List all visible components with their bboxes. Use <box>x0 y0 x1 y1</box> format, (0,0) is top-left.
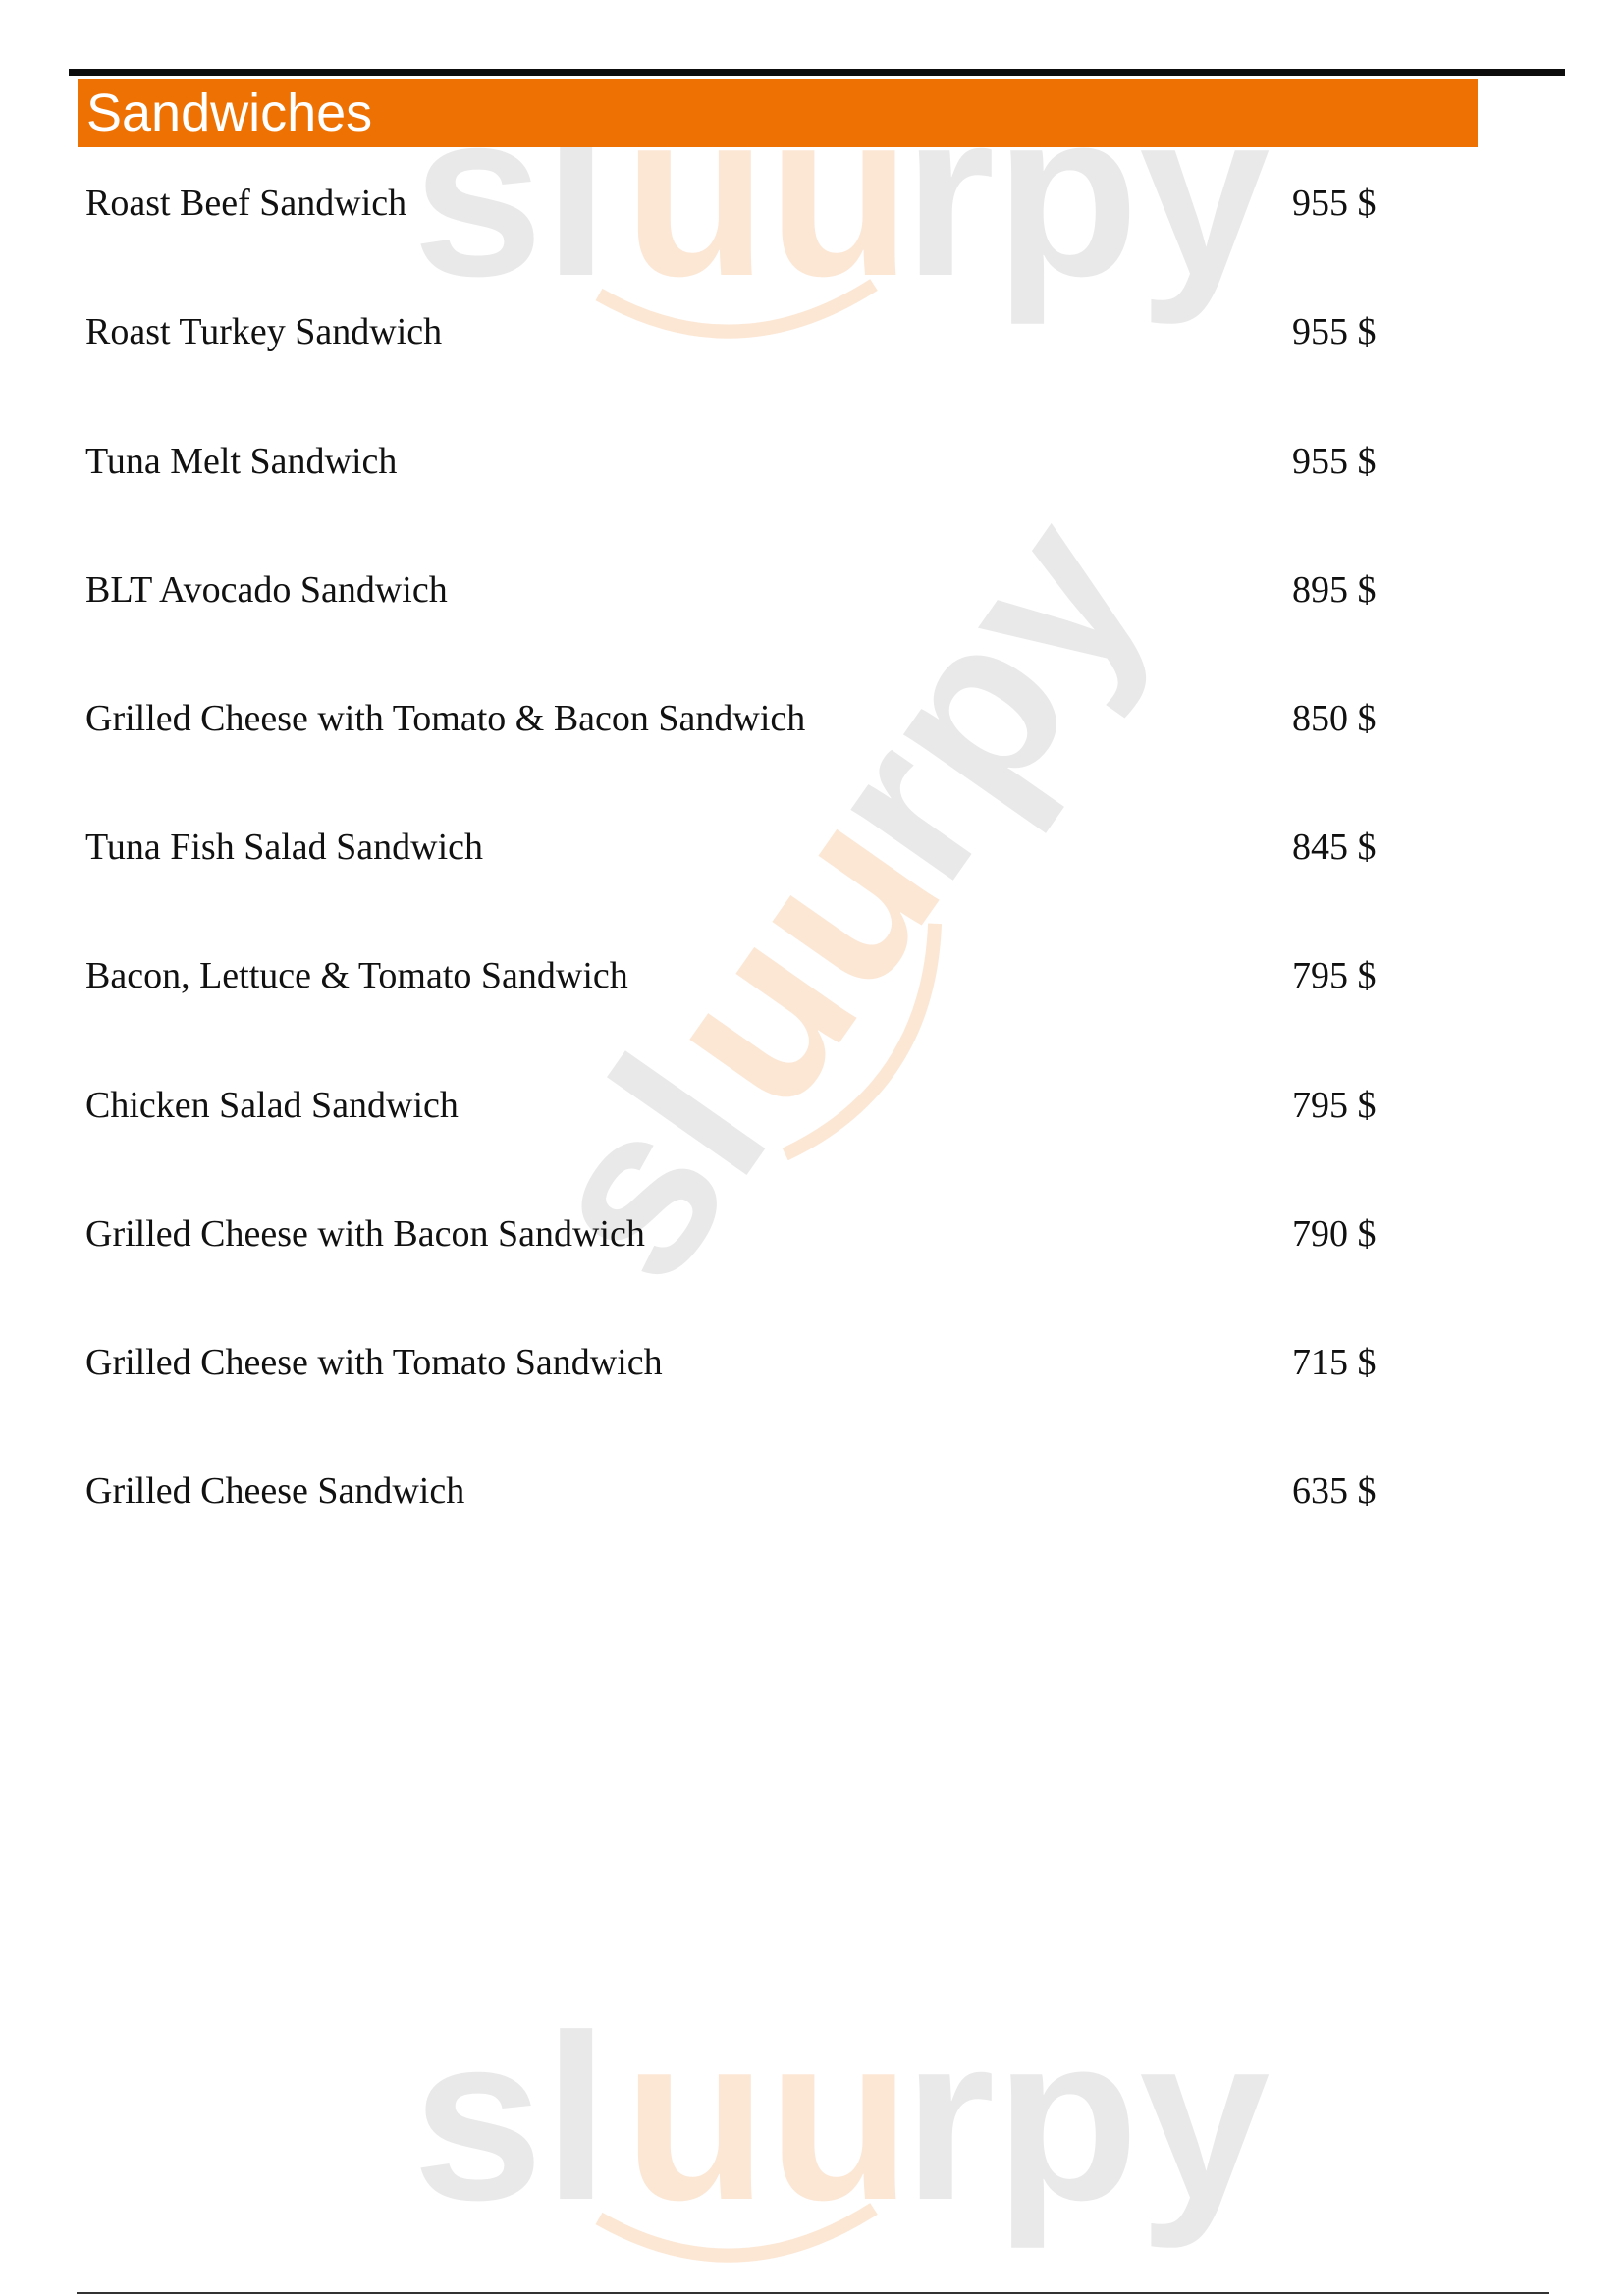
svg-text:sl: sl <box>412 1986 610 2249</box>
item-price: 955 $ <box>1292 311 1377 352</box>
item-price: 850 $ <box>1292 698 1377 739</box>
top-divider <box>69 69 1565 76</box>
svg-text:sl: sl <box>412 62 610 325</box>
item-name: Tuna Fish Salad Sandwich <box>85 827 484 868</box>
svg-text:rpy: rpy <box>903 1986 1271 2249</box>
item-price: 795 $ <box>1292 955 1377 996</box>
menu-item <box>0 1076 1624 1135</box>
menu-item <box>0 561 1624 619</box>
svg-text:uu: uu <box>608 765 990 1152</box>
sluurpy-watermark-logo <box>412 1973 1271 2287</box>
svg-text:rpy: rpy <box>769 471 1196 923</box>
section-title: Sandwiches <box>86 83 373 142</box>
menu-item <box>0 432 1624 491</box>
svg-text:rpy: rpy <box>903 62 1271 325</box>
item-name: Bacon, Lettuce & Tomato Sandwich <box>85 955 628 996</box>
item-price: 635 $ <box>1292 1470 1377 1512</box>
section-header <box>78 79 1478 147</box>
svg-text:sl: sl <box>487 1012 816 1325</box>
menu-item <box>0 818 1624 877</box>
menu-item <box>0 302 1624 361</box>
menu-item <box>0 1333 1624 1392</box>
item-price: 795 $ <box>1292 1085 1377 1126</box>
item-name: Grilled Cheese with Bacon Sandwich <box>85 1213 645 1255</box>
menu-item <box>0 1204 1624 1263</box>
menu-item <box>0 1462 1624 1521</box>
item-price: 955 $ <box>1292 183 1377 224</box>
bottom-divider <box>77 2292 1549 2294</box>
item-name: Tuna Melt Sandwich <box>85 441 398 482</box>
svg-text:uu: uu <box>623 62 912 325</box>
item-name: Grilled Cheese Sandwich <box>85 1470 465 1512</box>
item-name: BLT Avocado Sandwich <box>85 569 448 611</box>
item-price: 790 $ <box>1292 1213 1377 1255</box>
item-name: Roast Turkey Sandwich <box>85 311 443 352</box>
item-name: Grilled Cheese with Tomato & Bacon Sandwich <box>85 698 806 739</box>
item-name: Chicken Salad Sandwich <box>85 1085 459 1126</box>
item-name: Grilled Cheese with Tomato Sandwich <box>85 1342 663 1383</box>
menu-item <box>0 689 1624 748</box>
menu-item <box>0 946 1624 1005</box>
menu-item <box>0 174 1624 233</box>
svg-text:uu: uu <box>623 1986 912 2249</box>
item-price: 715 $ <box>1292 1342 1377 1383</box>
item-name: Roast Beef Sandwich <box>85 183 407 224</box>
item-price: 955 $ <box>1292 441 1377 482</box>
item-price: 895 $ <box>1292 569 1377 611</box>
item-price: 845 $ <box>1292 827 1377 868</box>
